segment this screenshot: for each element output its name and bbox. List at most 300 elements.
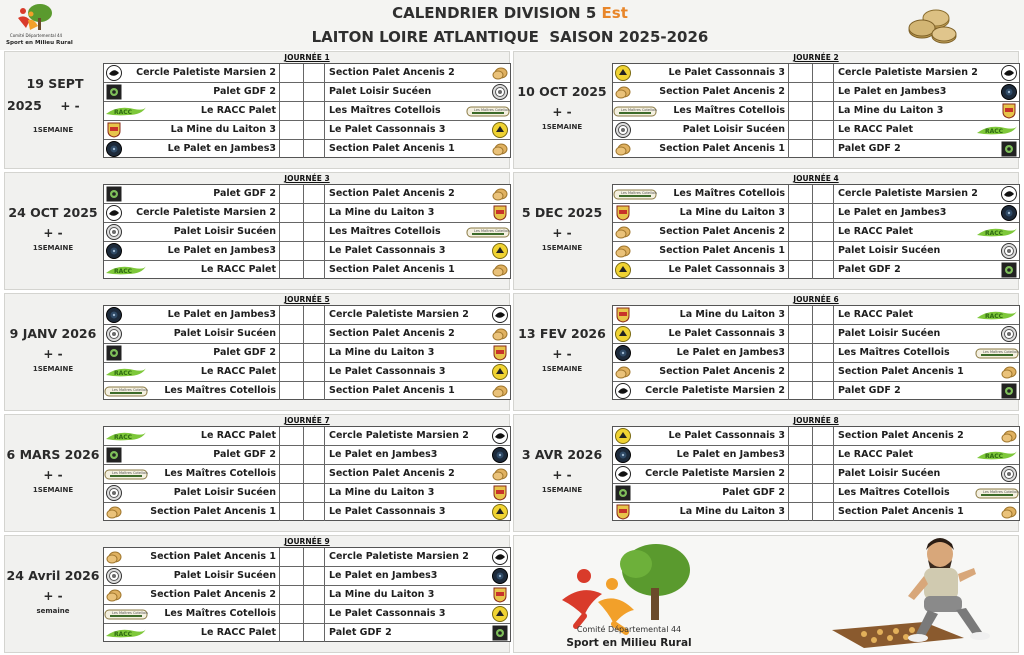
match-row <box>104 465 510 484</box>
home-score-cell <box>789 306 813 324</box>
mine-laiton-icon <box>1001 103 1017 119</box>
home-score-cell <box>789 363 813 381</box>
marsien-icon <box>492 307 508 323</box>
match-row <box>104 567 510 586</box>
ancenis-icon <box>106 549 122 565</box>
away-team-cell <box>325 64 510 82</box>
away-score-cell <box>813 484 834 502</box>
cotellois-icon <box>613 186 657 202</box>
svg-text:Comité Départemental 44: Comité Départemental 44 <box>576 625 682 634</box>
match-table <box>103 305 511 400</box>
semaine-label: 1SEMAINE <box>541 486 583 494</box>
away-score-cell <box>304 344 325 362</box>
team-name-le-palet-en-jambes3: Le Palet en Jambes3 <box>838 207 947 218</box>
home-score-cell <box>789 382 813 400</box>
title-main: CALENDRIER DIVISION 5 <box>392 4 597 22</box>
header-logo <box>6 2 73 48</box>
home-team-cell <box>104 465 280 483</box>
team-name-la-mine-du-laiton-3: La Mine du Laiton 3 <box>329 207 435 218</box>
team-name-palet-loisir-suceen: Palet Loisir Sucéen <box>173 487 276 498</box>
home-team-cell <box>613 325 789 343</box>
match-row <box>613 140 1019 159</box>
ancenis-icon <box>492 186 508 202</box>
page-subtitle: LAITON LOIRE ATLANTIQUE SAISON 2025-2026 <box>311 28 709 46</box>
away-team-cell <box>325 344 510 362</box>
team-name-section-palet-ancenis-1: Section Palet Ancenis 1 <box>659 143 785 154</box>
away-score-cell <box>304 605 325 623</box>
away-team-cell <box>325 204 510 222</box>
ancenis-icon <box>1001 504 1017 520</box>
svg-text:Sport en Milieu Rural: Sport en Milieu Rural <box>566 637 692 649</box>
team-name-le-palet-en-jambes3: Le Palet en Jambes3 <box>838 86 947 97</box>
ancenis-icon <box>492 141 508 157</box>
team-name-cercle-paletiste-marsien-2: Cercle Paletiste Marsien 2 <box>329 551 469 562</box>
away-score-cell <box>304 503 325 521</box>
away-score-cell <box>813 446 834 464</box>
team-name-section-palet-ancenis-1: Section Palet Ancenis 1 <box>329 385 455 396</box>
away-team-cell <box>834 363 1019 381</box>
home-score-cell <box>789 185 813 203</box>
away-team-cell <box>834 465 1019 483</box>
match-row <box>104 427 510 446</box>
marsien-icon <box>492 428 508 444</box>
team-name-cercle-paletiste-marsien-2: Cercle Paletiste Marsien 2 <box>329 430 469 441</box>
team-name-le-racc-palet: Le RACC Palet <box>200 366 276 377</box>
semaine-label: 1SEMAINE <box>541 365 583 373</box>
jambes-icon <box>106 307 122 323</box>
team-name-cercle-paletiste-marsien-2: Cercle Paletiste Marsien 2 <box>136 67 276 78</box>
home-score-cell <box>789 427 813 445</box>
team-name-cercle-paletiste-marsien-2: Cercle Paletiste Marsien 2 <box>329 309 469 320</box>
gdf-icon <box>1001 383 1017 399</box>
svg-text:Les Maîtres Cotellois: Les Maîtres Cotellois <box>621 191 657 195</box>
home-score-cell <box>280 465 304 483</box>
match-table <box>612 305 1020 400</box>
home-team-cell <box>613 446 789 464</box>
match-table <box>103 184 511 279</box>
away-team-cell <box>325 223 510 241</box>
team-name-la-mine-du-laiton-3: La Mine du Laiton 3 <box>838 105 944 116</box>
home-score-cell <box>280 605 304 623</box>
match-row <box>104 261 510 280</box>
journee-panel <box>4 51 510 169</box>
team-name-le-racc-palet: Le RACC Palet <box>200 627 276 638</box>
away-team-cell <box>834 306 1019 324</box>
ancenis-icon <box>106 504 122 520</box>
plus-minus-label: + - <box>552 105 572 119</box>
home-team-cell <box>613 382 789 400</box>
team-name-section-palet-ancenis-1: Section Palet Ancenis 1 <box>329 143 455 154</box>
match-row <box>613 306 1019 325</box>
journee-panel <box>513 293 1019 411</box>
home-score-cell <box>789 121 813 139</box>
journee-title: JOURNÉE 7 <box>284 416 330 425</box>
away-score-cell <box>304 102 325 120</box>
away-score-cell <box>304 242 325 260</box>
home-team-cell <box>613 344 789 362</box>
svg-text:Les Maîtres Cotellois: Les Maîtres Cotellois <box>983 490 1019 494</box>
away-score-cell <box>813 325 834 343</box>
team-name-section-palet-ancenis-1: Section Palet Ancenis 1 <box>659 245 785 256</box>
home-team-cell <box>104 586 280 604</box>
match-table <box>612 426 1020 521</box>
journee-date: 10 OCT 2025 <box>517 84 607 99</box>
marsien-icon <box>615 466 631 482</box>
marsien-icon <box>106 205 122 221</box>
svg-text:RACC: RACC <box>114 268 133 275</box>
semaine-label: 1SEMAINE <box>32 486 74 494</box>
home-team-cell <box>104 140 280 158</box>
team-name-le-palet-cassonnais-3: Le Palet Cassonnais 3 <box>329 608 446 619</box>
home-team-cell <box>104 605 280 623</box>
home-team-cell <box>104 306 280 324</box>
home-score-cell <box>280 83 304 101</box>
journee-panel <box>513 414 1019 532</box>
journee-title: JOURNÉE 6 <box>793 295 839 304</box>
away-team-cell <box>834 503 1019 521</box>
match-row <box>613 242 1019 261</box>
team-name-cercle-paletiste-marsien-2: Cercle Paletiste Marsien 2 <box>645 385 785 396</box>
ancenis-icon <box>106 587 122 603</box>
match-row <box>104 204 510 223</box>
team-name-les-maitres-cotellois: Les Maîtres Cotellois <box>838 347 950 358</box>
home-team-cell <box>104 427 280 445</box>
team-name-la-mine-du-laiton-3: La Mine du Laiton 3 <box>329 347 435 358</box>
cassonnais-icon <box>492 122 508 138</box>
racc-icon <box>104 262 148 278</box>
ancenis-icon <box>492 383 508 399</box>
team-name-cercle-paletiste-marsien-2: Cercle Paletiste Marsien 2 <box>645 468 785 479</box>
away-score-cell <box>813 465 834 483</box>
plus-minus-label: + - <box>60 99 80 113</box>
team-name-le-racc-palet: Le RACC Palet <box>838 449 914 460</box>
home-team-cell <box>104 185 280 203</box>
marsien-icon <box>1001 186 1017 202</box>
journee-title: JOURNÉE 3 <box>284 174 330 183</box>
away-team-cell <box>834 102 1019 120</box>
header-logo-committee: Comité Départemental 44 <box>9 33 63 38</box>
team-name-le-racc-palet: Le RACC Palet <box>838 309 914 320</box>
cassonnais-icon <box>492 504 508 520</box>
team-name-palet-loisir-suceen: Palet Loisir Sucéen <box>682 124 785 135</box>
journee-date: 24 OCT 2025 <box>8 205 98 220</box>
team-name-palet-gdf-2: Palet GDF 2 <box>838 264 901 275</box>
home-team-cell <box>613 306 789 324</box>
away-team-cell <box>834 261 1019 279</box>
svg-text:RACC: RACC <box>114 631 133 638</box>
journee-panel <box>513 172 1019 290</box>
home-score-cell <box>280 140 304 158</box>
away-score-cell <box>813 261 834 279</box>
logo-panel <box>513 535 1019 653</box>
match-row <box>104 242 510 261</box>
away-team-cell <box>325 261 510 279</box>
cassonnais-icon <box>615 326 631 342</box>
away-team-cell <box>325 382 510 400</box>
cotellois-icon <box>975 485 1019 501</box>
match-row <box>104 185 510 204</box>
journee-panel <box>513 51 1019 169</box>
away-team-cell <box>834 344 1019 362</box>
away-team-cell <box>325 484 510 502</box>
team-name-la-mine-du-laiton-3: La Mine du Laiton 3 <box>679 309 785 320</box>
home-team-cell <box>104 484 280 502</box>
gdf-icon <box>106 447 122 463</box>
away-team-cell <box>834 427 1019 445</box>
home-team-cell <box>104 242 280 260</box>
team-name-section-palet-ancenis-2: Section Palet Ancenis 2 <box>329 468 455 479</box>
sucéen-icon <box>492 84 508 100</box>
svg-text:Les Maîtres Cotellois: Les Maîtres Cotellois <box>112 611 148 615</box>
journee-title: JOURNÉE 8 <box>793 416 839 425</box>
match-row <box>104 325 510 344</box>
svg-text:RACC: RACC <box>985 128 1004 135</box>
home-team-cell <box>104 548 280 566</box>
home-score-cell <box>280 204 304 222</box>
home-score-cell <box>280 223 304 241</box>
sucéen-icon <box>1001 243 1017 259</box>
home-team-cell <box>104 223 280 241</box>
mine-laiton-icon <box>492 205 508 221</box>
racc-icon <box>975 224 1019 240</box>
home-team-cell <box>613 64 789 82</box>
away-team-cell <box>325 185 510 203</box>
ancenis-icon <box>492 65 508 81</box>
journee-title: JOURNÉE 2 <box>793 53 839 62</box>
team-name-section-palet-ancenis-1: Section Palet Ancenis 1 <box>329 264 455 275</box>
title-accent: Est <box>601 4 628 22</box>
gdf-icon <box>492 625 508 641</box>
home-team-cell <box>104 204 280 222</box>
home-score-cell <box>789 484 813 502</box>
ancenis-icon <box>615 84 631 100</box>
gdf-icon <box>1001 262 1017 278</box>
team-name-la-mine-du-laiton-3: La Mine du Laiton 3 <box>170 124 276 135</box>
gdf-icon <box>615 485 631 501</box>
ancenis-icon <box>492 262 508 278</box>
svg-text:Les Maîtres Cotellois: Les Maîtres Cotellois <box>983 350 1019 354</box>
home-score-cell <box>789 223 813 241</box>
home-team-cell <box>613 121 789 139</box>
team-name-palet-loisir-suceen: Palet Loisir Sucéen <box>173 226 276 237</box>
away-team-cell <box>325 503 510 521</box>
team-name-la-mine-du-laiton-3: La Mine du Laiton 3 <box>329 487 435 498</box>
cotellois-icon <box>104 466 148 482</box>
semaine-label: 1SEMAINE <box>32 365 74 373</box>
match-row <box>104 503 510 522</box>
away-score-cell <box>304 140 325 158</box>
away-team-cell <box>325 567 510 585</box>
journee-panel <box>4 172 510 290</box>
home-score-cell <box>280 363 304 381</box>
marsien-icon <box>615 383 631 399</box>
away-team-cell <box>325 242 510 260</box>
cotellois-icon <box>104 383 148 399</box>
home-team-cell <box>613 140 789 158</box>
match-table <box>612 184 1020 279</box>
away-score-cell <box>304 363 325 381</box>
match-row <box>613 382 1019 401</box>
away-score-cell <box>813 363 834 381</box>
gdf-icon <box>106 84 122 100</box>
away-score-cell <box>813 140 834 158</box>
journee-title: JOURNÉE 5 <box>284 295 330 304</box>
marsien-icon <box>106 65 122 81</box>
racc-icon <box>104 625 148 641</box>
team-name-le-palet-cassonnais-3: Le Palet Cassonnais 3 <box>668 67 785 78</box>
plus-minus-label: + - <box>43 347 63 361</box>
racc-icon <box>975 307 1019 323</box>
home-team-cell <box>613 204 789 222</box>
home-score-cell <box>789 344 813 362</box>
team-name-section-palet-ancenis-1: Section Palet Ancenis 1 <box>838 506 964 517</box>
home-team-cell <box>104 121 280 139</box>
svg-text:RACC: RACC <box>114 109 133 116</box>
team-name-palet-gdf-2: Palet GDF 2 <box>213 86 276 97</box>
away-team-cell <box>834 484 1019 502</box>
journee-panel <box>4 293 510 411</box>
home-team-cell <box>104 382 280 400</box>
ancenis-icon <box>615 141 631 157</box>
away-team-cell <box>834 121 1019 139</box>
journee-date: 24 Avril 2026 <box>6 568 100 583</box>
home-team-cell <box>613 503 789 521</box>
home-score-cell <box>789 261 813 279</box>
cassonnais-icon <box>615 65 631 81</box>
match-row <box>104 484 510 503</box>
match-row <box>613 261 1019 280</box>
home-score-cell <box>280 382 304 400</box>
away-score-cell <box>813 382 834 400</box>
away-score-cell <box>304 382 325 400</box>
sucéen-icon <box>615 122 631 138</box>
team-name-les-maitres-cotellois: Les Maîtres Cotellois <box>164 385 276 396</box>
team-name-le-palet-cassonnais-3: Le Palet Cassonnais 3 <box>668 264 785 275</box>
away-team-cell <box>834 223 1019 241</box>
home-score-cell <box>789 64 813 82</box>
plus-minus-label: + - <box>552 347 572 361</box>
home-score-cell <box>789 242 813 260</box>
home-score-cell <box>280 242 304 260</box>
team-name-la-mine-du-laiton-3: La Mine du Laiton 3 <box>679 506 785 517</box>
cassonnais-icon <box>615 262 631 278</box>
home-team-cell <box>104 624 280 642</box>
ancenis-icon <box>615 364 631 380</box>
away-score-cell <box>813 83 834 101</box>
team-name-le-palet-cassonnais-3: Le Palet Cassonnais 3 <box>668 430 785 441</box>
team-name-les-maitres-cotellois: Les Maîtres Cotellois <box>164 468 276 479</box>
match-row <box>104 382 510 401</box>
match-row <box>104 586 510 605</box>
team-name-section-palet-ancenis-2: Section Palet Ancenis 2 <box>150 589 276 600</box>
team-name-palet-gdf-2: Palet GDF 2 <box>329 627 392 638</box>
match-row <box>104 64 510 83</box>
team-name-le-palet-en-jambes3: Le Palet en Jambes3 <box>329 449 438 460</box>
team-name-le-racc-palet: Le RACC Palet <box>200 105 276 116</box>
home-team-cell <box>613 427 789 445</box>
match-row <box>613 102 1019 121</box>
journee-date-year: 2025 <box>7 98 42 113</box>
away-score-cell <box>304 325 325 343</box>
away-score-cell <box>304 446 325 464</box>
away-score-cell <box>813 121 834 139</box>
away-score-cell <box>304 484 325 502</box>
team-name-la-mine-du-laiton-3: La Mine du Laiton 3 <box>329 589 435 600</box>
away-team-cell <box>325 306 510 324</box>
match-row <box>104 306 510 325</box>
svg-text:Les Maîtres Cotellois: Les Maîtres Cotellois <box>474 108 510 112</box>
marsien-icon <box>492 549 508 565</box>
semaine-label: 1SEMAINE <box>32 244 74 252</box>
away-score-cell <box>304 185 325 203</box>
cotellois-icon <box>466 103 510 119</box>
jambes-icon <box>1001 84 1017 100</box>
home-score-cell <box>280 261 304 279</box>
home-team-cell <box>104 83 280 101</box>
match-row <box>613 465 1019 484</box>
team-name-palet-gdf-2: Palet GDF 2 <box>722 487 785 498</box>
racc-icon <box>975 447 1019 463</box>
match-row <box>104 102 510 121</box>
home-team-cell <box>613 242 789 260</box>
cassonnais-icon <box>492 364 508 380</box>
team-name-les-maitres-cotellois: Les Maîtres Cotellois <box>838 487 950 498</box>
match-row <box>104 446 510 465</box>
sucéen-icon <box>1001 466 1017 482</box>
team-name-palet-gdf-2: Palet GDF 2 <box>838 385 901 396</box>
home-score-cell <box>789 465 813 483</box>
svg-text:Les Maîtres Cotellois: Les Maîtres Cotellois <box>474 229 510 233</box>
page-title <box>300 4 720 22</box>
team-name-les-maitres-cotellois: Les Maîtres Cotellois <box>673 188 785 199</box>
ancenis-icon <box>615 243 631 259</box>
plus-minus-label: + - <box>43 226 63 240</box>
semaine-label: 1SEMAINE <box>541 123 583 131</box>
away-score-cell <box>813 204 834 222</box>
team-name-le-palet-en-jambes3: Le Palet en Jambes3 <box>167 245 276 256</box>
away-team-cell <box>325 465 510 483</box>
journee-date: 13 FEV 2026 <box>518 326 606 341</box>
home-score-cell <box>280 306 304 324</box>
home-score-cell <box>280 427 304 445</box>
cassonnais-icon <box>615 428 631 444</box>
team-name-palet-loisir-suceen: Palet Loisir Sucéen <box>838 245 941 256</box>
away-team-cell <box>325 586 510 604</box>
away-team-cell <box>834 64 1019 82</box>
home-team-cell <box>104 446 280 464</box>
team-name-section-palet-ancenis-2: Section Palet Ancenis 2 <box>659 86 785 97</box>
team-name-le-palet-en-jambes3: Le Palet en Jambes3 <box>167 143 276 154</box>
away-team-cell <box>834 382 1019 400</box>
sucéen-icon <box>106 326 122 342</box>
home-team-cell <box>613 83 789 101</box>
home-score-cell <box>280 624 304 642</box>
team-name-section-palet-ancenis-2: Section Palet Ancenis 2 <box>329 188 455 199</box>
home-score-cell <box>789 83 813 101</box>
jambes-icon <box>106 141 122 157</box>
home-score-cell <box>280 586 304 604</box>
away-team-cell <box>325 427 510 445</box>
match-row <box>613 446 1019 465</box>
away-score-cell <box>304 548 325 566</box>
team-name-le-palet-en-jambes3: Le Palet en Jambes3 <box>329 570 438 581</box>
home-score-cell <box>280 503 304 521</box>
ancenis-icon <box>615 224 631 240</box>
away-score-cell <box>813 102 834 120</box>
away-team-cell <box>834 140 1019 158</box>
svg-text:RACC: RACC <box>114 434 133 441</box>
match-row <box>613 325 1019 344</box>
